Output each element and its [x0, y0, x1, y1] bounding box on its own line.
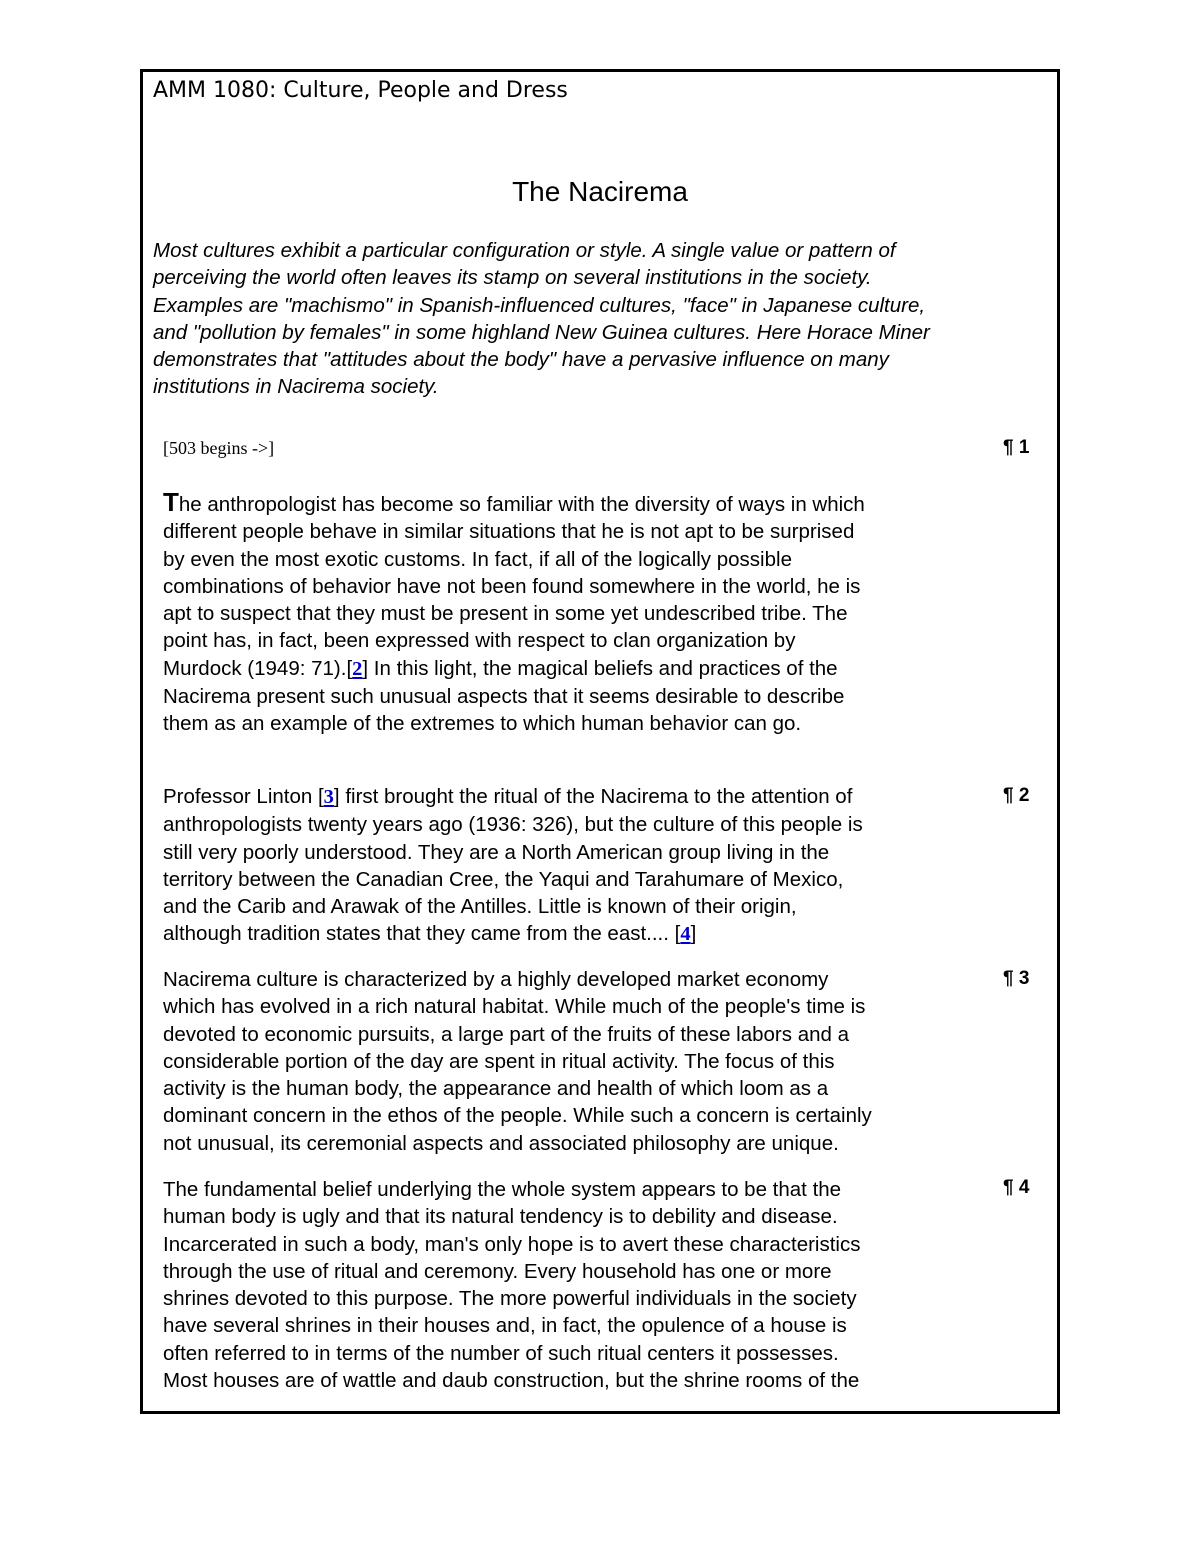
paragraph-2: [163, 783, 993, 949]
paragraph-line: often referred to in terms of the number of such ritual centers it possesses.: [163, 1341, 839, 1365]
paragraph-line: shrines devoted to this purpose. The more powerful individuals in the society: [163, 1287, 857, 1311]
paragraph-line: activity is the human body, the appearance and health of which loom as a: [163, 1077, 829, 1101]
course-header: AMM 1080: Culture, People and Dress: [153, 78, 568, 103]
paragraph-line: not unusual, its ceremonial aspects and associated philosophy are unique.: [163, 1131, 839, 1155]
paragraph-line: anthropologists twenty years ago (1936: 326), but the culture of this people is: [163, 813, 863, 837]
paragraph-line: different people behave in similar situations that he is not apt to be surprised: [163, 520, 855, 544]
drop-cap: T: [163, 487, 179, 517]
intro-paragraph: [153, 237, 1053, 401]
paragraph-line: human body is ugly and that its natural tendency is to debility and disease.: [163, 1205, 838, 1229]
intro-line: and "pollution by females" in some highland New Guinea cultures. Here Horace Miner: [153, 320, 930, 344]
intro-line: perceiving the world often leaves its stamp on several institutions in the society.: [153, 266, 872, 290]
intro-line: Examples are "machismo" in Spanish-influenced cultures, "face" in Japanese culture,: [153, 293, 926, 317]
paragraph-mark-3: ¶ 3: [1003, 968, 1030, 989]
paragraph-line: The anthropologist has become so familiar with the diversity of ways in which: [163, 487, 865, 517]
paragraph-line: Nacirema culture is characterized by a highly developed market economy: [163, 968, 829, 991]
footnote-link-3[interactable]: 3: [323, 786, 334, 808]
paragraph-line: dominant concern in the ethos of the people. While such a concern is certainly: [163, 1104, 872, 1128]
paragraph-line: Incarcerated in such a body, man's only hope is to avert these characteristics: [163, 1232, 861, 1256]
page-begin-marker: [503 begins ->]: [163, 438, 275, 458]
footnote-link-2[interactable]: 2: [352, 657, 363, 680]
footnote-link-4[interactable]: 4: [680, 923, 691, 946]
paragraph-line: territory between the Canadian Cree, the Yaqui and Tarahumare of Mexico,: [163, 867, 844, 891]
paragraph-line: apt to suspect that they must be present in some yet undescribed tribe. The: [163, 602, 848, 626]
paragraph-line: combinations of behavior have not been found somewhere in the world, he is: [163, 574, 861, 598]
paragraph-line: The fundamental belief underlying the whole system appears to be that the: [163, 1178, 842, 1201]
paragraph-4: [163, 1176, 993, 1394]
paragraph-line: still very poorly understood. They are a North American group living in the: [163, 840, 830, 864]
paragraph-line: which has evolved in a rich natural habitat. While much of the people's time is: [163, 995, 866, 1019]
paragraph-line: have several shrines in their houses and, in fact, the opulence of a house is: [163, 1314, 847, 1338]
paragraph-line: point has, in fact, been expressed with respect to clan organization by: [163, 629, 796, 653]
page-title: The Nacirema: [512, 176, 688, 207]
paragraph-line: although tradition states that they came from the east.... [4]: [163, 922, 697, 946]
paragraph-line: considerable portion of the day are spent in ritual activity. The focus of this: [163, 1049, 835, 1073]
paragraph-line: them as an example of the extremes to which human behavior can go.: [163, 712, 802, 736]
paragraph-3: [163, 966, 993, 1157]
paragraph-line: Professor Linton [3] first brought the ritual of the Nacirema to the attention of: [163, 785, 853, 808]
paragraph-line: through the use of ritual and ceremony. Every household has one or more: [163, 1259, 832, 1283]
intro-line: demonstrates that "attitudes about the body" have a pervasive influence on many: [153, 348, 889, 372]
paragraph-line: Murdock (1949: 71).[2] In this light, the magical beliefs and practices of the: [163, 656, 838, 680]
paragraph-line: and the Carib and Arawak of the Antilles. Little is known of their origin,: [163, 895, 797, 919]
paragraph-line: devoted to economic pursuits, a large part of the fruits of these labors and a: [163, 1022, 850, 1046]
intro-line: Most cultures exhibit a particular configuration or style. A single value or pattern of: [153, 239, 896, 262]
paragraph-mark-4: ¶ 4: [1003, 1177, 1030, 1198]
paragraph-mark-1: ¶ 1: [1003, 437, 1030, 458]
document-frame: [140, 69, 1060, 1414]
paragraph-mark-2: ¶ 2: [1003, 785, 1030, 806]
paragraph-line: Nacirema present such unusual aspects that it seems desirable to describe: [163, 685, 845, 709]
paragraph-line: by even the most exotic customs. In fact, if all of the logically possible: [163, 547, 792, 571]
paragraph-1: [163, 489, 993, 738]
paragraph-line: Most houses are of wattle and daub construction, but the shrine rooms of the: [163, 1369, 860, 1393]
intro-line: institutions in Nacirema society.: [153, 375, 439, 399]
